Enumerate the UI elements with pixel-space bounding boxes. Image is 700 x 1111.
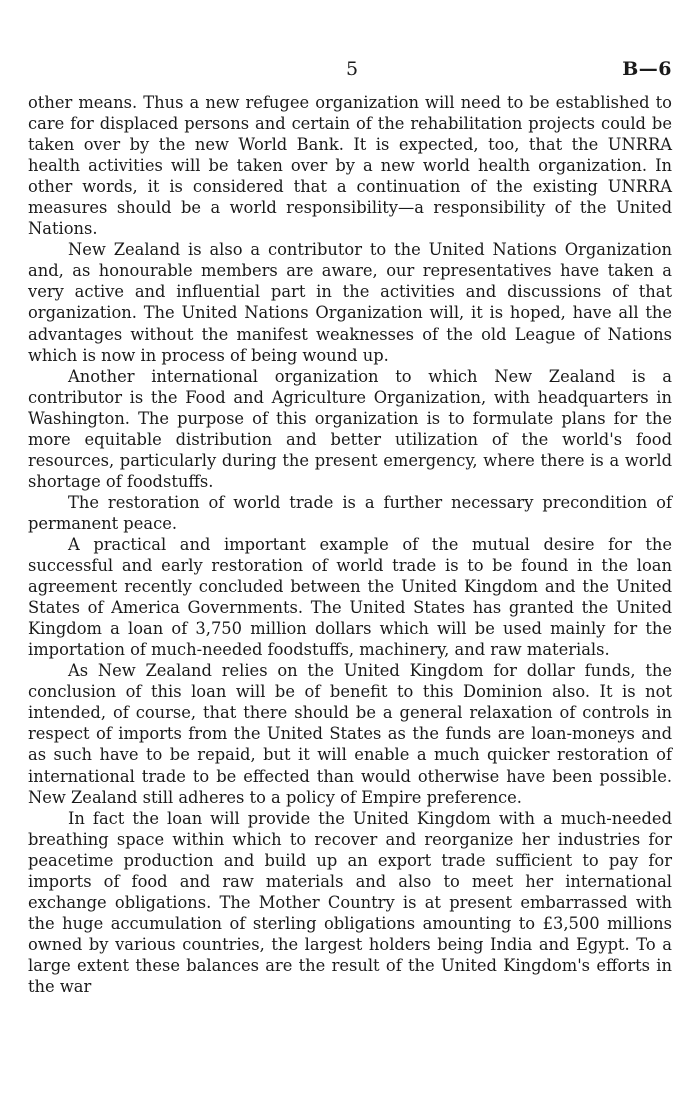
- body-text: [28, 92, 672, 997]
- paragraph-dollar-funds: As New Zealand relies on the United Kingdom for dollar funds, the conclusion of this loan will be of benefit to this Dominion also. It is not intended, of course, that there should be a general relaxation of controls in respect of imports from the United States as the funds are loan-moneys and as such have to be repaid, but it will enable a much quicker restoration of international trade to be effected than would otherwise have been possible. New Zealand still adheres to a policy of Empire preference.: [28, 661, 672, 807]
- paragraph-loan-agreement: A practical and important example of the mutual desire for the successful and early restoration of world trade is to be found in the loan agreement recently concluded between the United Kingdom and the United States of America Governments. The United States has granted the United Kingdom a loan of 3,750 million dollars which will be used mainly for the importation of much-needed foodstuffs, machinery, and raw materials.: [28, 534, 672, 660]
- page-header: [0, 58, 700, 82]
- paragraph-unrra-continuation: other means. Thus a new refugee organization will need to be established to care for displaced persons and certain of the rehabilitation projects could be taken over by the new World Bank. It is expected, too, that the UNRRA health activities will be taken over by a new world health organization. In other words, it is considered that a continuation of the existing UNRRA measures should be a world responsibility—a responsibility of the United Nations.: [28, 93, 672, 239]
- paragraph-breathing-space: In fact the loan will provide the United Kingdom with a much-needed breathing space within which to recover and reorganize her industries for peacetime production and build up an export trade sufficient to pay for imports of food and raw materials and also to meet her international exchange obligations. The Mother Country is at present embarrassed with the huge accumulation of sterling obligations amounting to £3,500 millions owned by various countries, the largest holders being India and Egypt. To a large extent these balances are the result of the United Kingdom's efforts in the war: [28, 808, 672, 996]
- document-reference: B—6: [622, 58, 672, 80]
- paragraph-world-trade: The restoration of world trade is a further necessary precondition of permanent peace.: [28, 492, 672, 533]
- paragraph-food-agriculture: Another international organization to which New Zealand is a contributor is the Food and Agriculture Organization, with headquarters in Washington. The purpose of this organization is to formulate plans for the more equitable distribution and better utilization of the world's food resources, particularly during the present emergency, where there is a world shortage of foodstuffs.: [28, 366, 672, 491]
- page-number: 5: [346, 58, 359, 80]
- paragraph-united-nations: New Zealand is also a contributor to the United Nations Organization and, as honourable members are aware, our representatives have taken a very active and influential part in the activities and discussions of that organization. The United Nations Organization will, it is hoped, have all the advantages without the manifest weaknesses of the old League of Nations which is now in process of being wound up.: [28, 240, 672, 365]
